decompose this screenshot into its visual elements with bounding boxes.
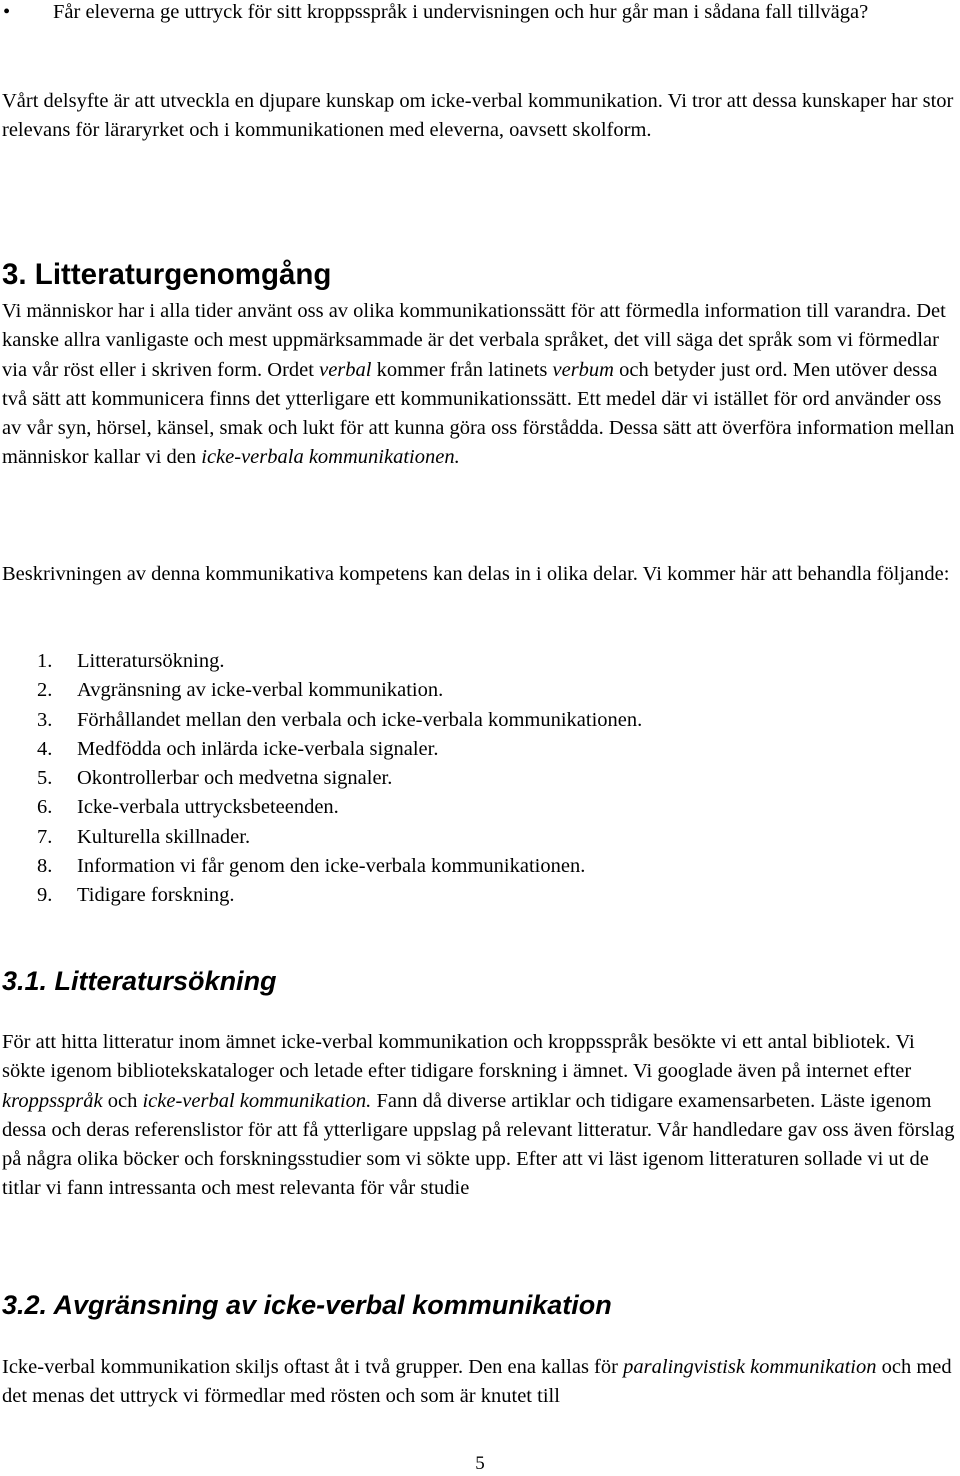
list-item-text: Avgränsning av icke-verbal kommunikation.: [77, 679, 444, 702]
section-3-1-heading: 3.1. Litteratursökning: [2, 966, 277, 996]
list-item-number: 8.: [37, 855, 53, 878]
list-item-number: 6.: [37, 796, 53, 819]
term-verbum: verbum: [552, 358, 614, 381]
list-item-text: Litteratursökning.: [77, 650, 225, 672]
list-item-text: Information vi får genom den icke-verbala kommunikationen.: [77, 855, 586, 878]
list-item-number: 9.: [37, 884, 53, 907]
list-item-number: 7.: [37, 825, 53, 848]
list-item-number: 1.: [37, 650, 53, 672]
section-3-2-paragraph: [2, 1353, 957, 1412]
bullet-dot-icon: •: [3, 1, 11, 23]
section-3-1-paragraph: [2, 1028, 957, 1204]
term-kroppssprak: kroppsspråk: [2, 1089, 103, 1112]
section-3-2-heading: 3.2. Avgränsning av icke-verbal kommunikation: [2, 1290, 612, 1320]
section-3-1-text-a: För att hitta litteratur inom ämnet icke-verbal kommunikation och kroppsspråk besökte vi ett antal bibliotek. Vi sökte igenom bibliotekskataloger och letade efter tidigare forskning i ämnet. Vi googlade även på internet efter: [2, 1031, 915, 1083]
section-3-p1-text-c: och betyder just ord. Men utöver dessa två sätt att kommunicera finns det ytterligare ett kommunikationssätt. Ett medel där vi istället för ord använder oss av vår syn, hörsel, känsel, smak och lukt för att kunna göra oss förstådda. Dessa sätt att överföra information mellan människor kallar vi den: [2, 358, 955, 469]
section-3-2-text-a: Icke-verbal kommunikation skiljs oftast åt i två grupper. Den ena kallas för: [2, 1356, 624, 1378]
list-item-number: 2.: [37, 679, 53, 702]
section-3-1-text-c: Fann då diverse artiklar och tidigare examensarbeten. Läste igenom dessa och deras referenslistor för att få ytterligare uppslag på relevant litteratur. Vår handledare gav oss även förslag på några olika böcker och forskningsstudier som vi sökte upp. Efter att vi läst igenom litteraturen sollade vi ut de titlar vi fann intressanta och mest relevanta för vår studie: [2, 1089, 955, 1200]
section-3-p1-text-a: Vi människor har i alla tider använt oss av olika kommunikationssätt för att förmedla information till varandra. Det kanske allra vanligaste och mest uppmärksammade är det verbala språket, det vill säga det språk som vi förmedlar via vår röst eller i skriven form. Ordet: [2, 300, 946, 381]
list-item-text: Medfödda och inlärda icke-verbala signaler.: [77, 737, 439, 760]
bullet-list-item: [0, 0, 940, 27]
term-paralingvistisk: paralingvistisk kommunikation: [623, 1356, 877, 1378]
section-3-2-text-b: och med det menas det uttryck vi förmedlar med rösten och som är knutet till: [2, 1356, 952, 1408]
term-icke-verbal-kommunikation: icke-verbal kommunikation.: [142, 1089, 372, 1112]
term-verbal: verbal: [319, 358, 372, 381]
page-number: 5: [475, 1453, 485, 1474]
list-item-text: Tidigare forskning.: [77, 884, 235, 907]
intro-paragraph: Vårt delsyfte är att utveckla en djupare kunskap om icke-verbal kommunikation. Vi tror att dessa kunskaper har stor relevans för läraryrket och i kommunikationen med eleverna, oavsett skolform.: [2, 90, 954, 142]
section-3-heading: 3. Litteraturgenomgång: [2, 258, 332, 291]
bullet-text: Får eleverna ge uttryck för sitt kroppsspråk i undervisningen och hur går man i sådana fall tillväga?: [53, 1, 869, 23]
list-item-number: 4.: [37, 737, 53, 760]
term-icke-verbala: icke-verbala kommunikationen.: [201, 446, 460, 469]
list-item-text: Icke-verbala uttrycksbeteenden.: [77, 796, 339, 819]
section-3-paragraph-2: Beskrivningen av denna kommunikativa kompetens kan delas in i olika delar. Vi kommer här att behandla följande:: [2, 563, 950, 585]
section-3-paragraph-1: [2, 297, 957, 473]
list-item-text: Kulturella skillnader.: [77, 825, 251, 848]
list-item-number: 3.: [37, 708, 53, 731]
list-item-number: 5.: [37, 767, 53, 790]
list-item-text: Förhållandet mellan den verbala och icke-verbala kommunikationen.: [77, 708, 643, 731]
section-3-1-text-b: och: [102, 1089, 143, 1112]
section-3-p1-text-b: kommer från latinets: [371, 358, 553, 381]
list-item-text: Okontrollerbar och medvetna signaler.: [77, 767, 393, 790]
